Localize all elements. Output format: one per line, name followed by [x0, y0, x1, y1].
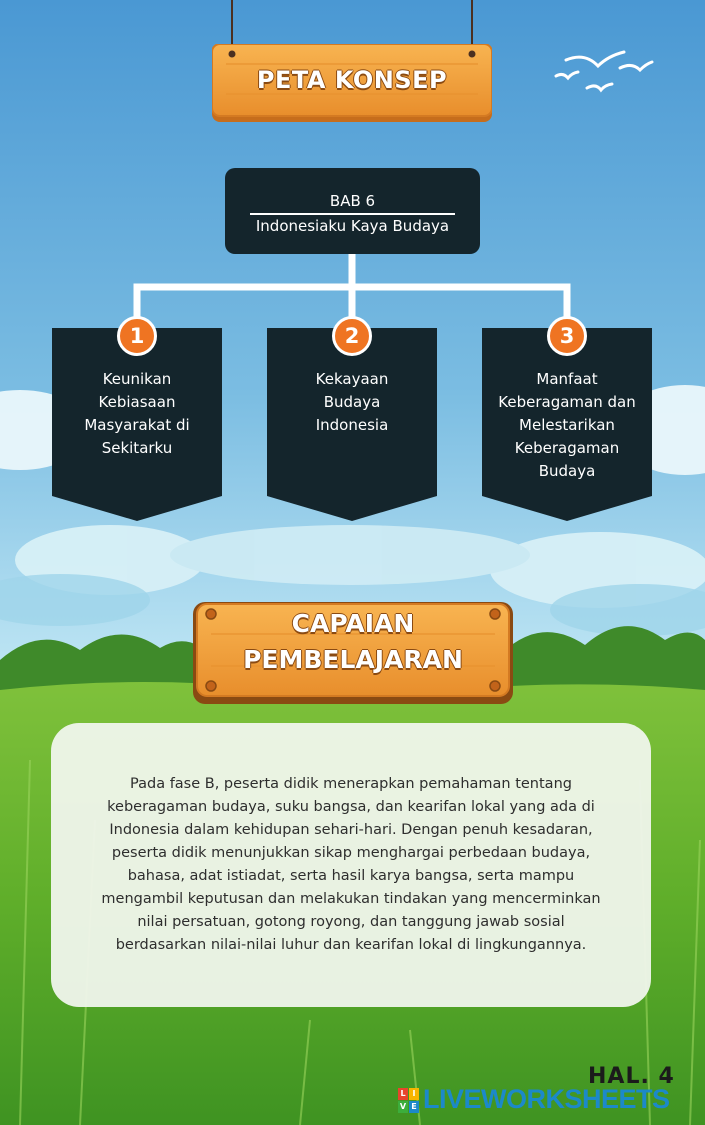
- logo-wordmark: LIVEWORKSHEETS: [423, 1084, 670, 1114]
- root-divider: [250, 213, 455, 215]
- section-title: CAPAIAN PEMBELAJARAN: [243, 609, 463, 674]
- concept-node-1: [52, 324, 222, 521]
- concept-node-3: [482, 324, 652, 521]
- node-number-badge: 3: [547, 316, 587, 356]
- page-number: HAL. 4: [588, 1064, 675, 1089]
- root-concept-box: [225, 168, 480, 254]
- learning-objective-panel: [51, 723, 651, 1007]
- concept-node-2: [267, 324, 437, 521]
- node-label: Manfaat Keberagaman dan Melestarikan Keberagaman Budaya: [498, 370, 636, 480]
- logo-tiles-icon: L I V E: [398, 1088, 420, 1114]
- section-sign: [193, 600, 513, 704]
- chapter-title: Indonesiaku Kaya Budaya: [255, 217, 450, 235]
- node-label: Keunikan Kebiasaan Masyarakat di Sekitarku: [84, 370, 190, 457]
- node-number-badge: 1: [117, 316, 157, 356]
- chapter-label: BAB 6: [329, 192, 376, 210]
- node-number-badge: 2: [332, 316, 372, 356]
- learning-objective-text: Pada fase B, peserta didik menerapkan pemahaman tentang keberagaman budaya, suku bangsa, dan kearifan lokal yang ada di Indonesia dalam kehidupan sehari-hari. Dengan penuh kesadaran, peserta didik menunjukkan sikap menghargai perbedaan budaya, bahasa, adat istiadat, serta hasil karya bangsa, serta mampu mengambil keputusan dan melakukan tindakan yang mencerminkan nilai persatuan, gotong royong, dan tanggung jawab sosial berdasarkan nilai-nilai luhur dan kearifan lokal di lingkungannya.: [101, 776, 601, 953]
- node-label: Kekayaan Budaya Indonesia: [315, 370, 389, 434]
- page-title: PETA KONSEP: [256, 66, 448, 94]
- title-sign: [212, 44, 492, 122]
